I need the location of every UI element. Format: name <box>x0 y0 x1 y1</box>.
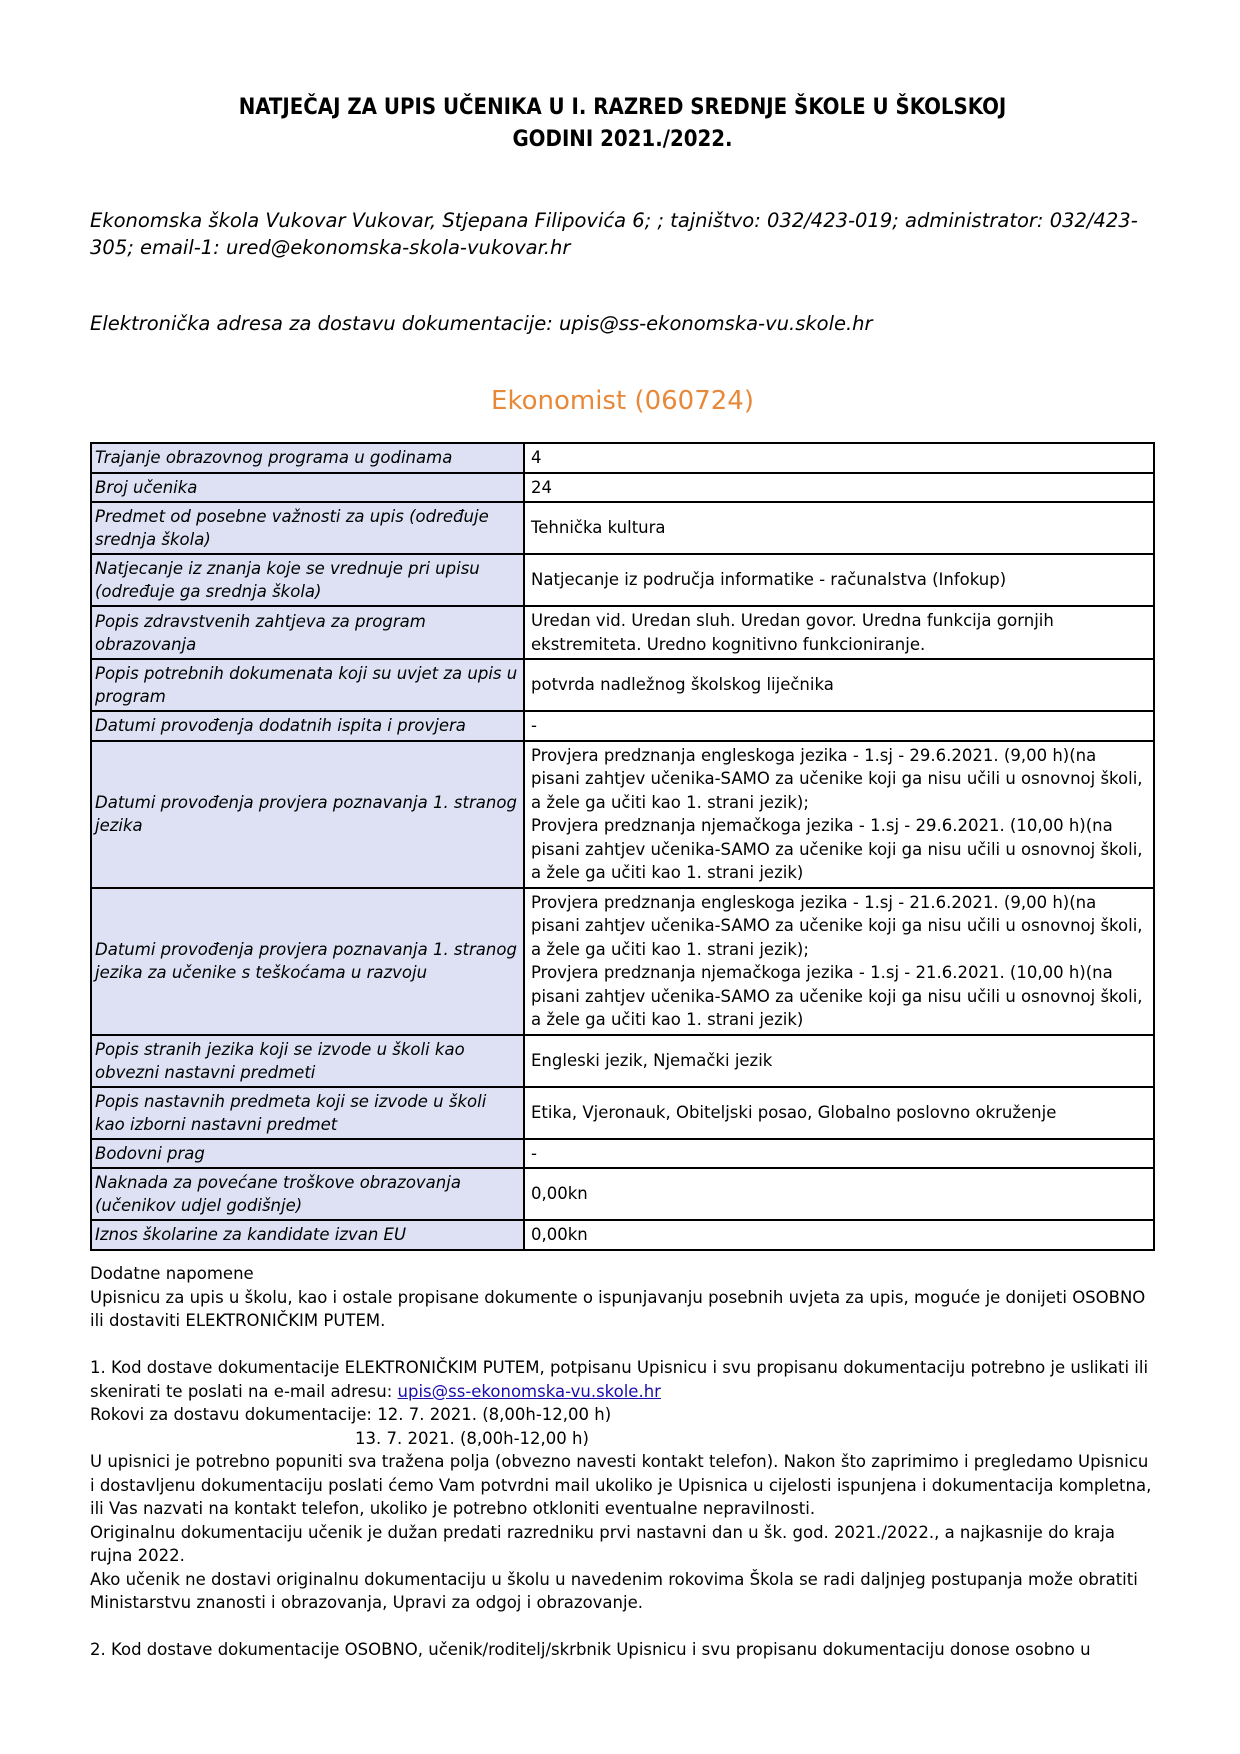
row-label: Predmet od posebne važnosti za upis (određuje srednja škola) <box>91 502 524 554</box>
row-value: potvrda nadležnog školskog liječnika <box>524 659 1154 711</box>
row-value: Provjera predznanja engleskoga jezika - 1.sj - 21.6.2021. (9,00 h)(na pisani zahtjev učenika-SAMO za učenike koji ga nisu učili u osnovnoj školi, a žele ga učiti kao 1. strani jezik); Provjera predznanja njemačkoga jezika - 1.sj - 21.6.2021. (10,00 h)(na pisani zahtjev učenika-SAMO za učenike koji ga nisu učili u osnovnoj školi, a žele ga učiti kao 1. strani jezik) <box>524 888 1154 1035</box>
row-value: 0,00kn <box>524 1168 1154 1220</box>
table-row <box>91 606 1154 659</box>
notes-ministry: Ako učenik ne dostavi originalnu dokumentaciju u školu u navedenim rokovima Škola se radi daljnjeg postupanja može obratiti Ministarstvu znanosti i obrazovanja, Upravi za odgoj i obrazovanje. <box>90 1569 1138 1612</box>
notes-original-docs: Originalnu dokumentaciju učenik je dužan predati razredniku prvi nastavni dan u šk. god. 2021./2022., a najkasnije do kraja rujna 2022. <box>90 1522 1116 1565</box>
notes-fill-instructions: U upisnici je potrebno popuniti sva tražena polja (obvezno navesti kontakt telefon). Nakon što zaprimimo i pregledamo Upisnicu i dostavljenu dokumentaciju poslati ćemo Vam potvrdni mail ukoliko je Upisnica u cijelosti ispunjena i dokumentacija kompletna, ili Vas nazvati na kontakt telefon, ukoliko je potrebno otkloniti eventualne nepravilnosti. <box>90 1452 1152 1518</box>
row-value: - <box>524 711 1154 741</box>
deadline-2: 13. 7. 2021. (8,00h-12,00 h) <box>355 1428 589 1448</box>
delivery-address: Elektronička adresa za dostavu dokumentacije: upis@ss-ekonomska-vu.skole.hr <box>90 312 873 335</box>
row-value: Etika, Vjeronauk, Obiteljski posao, Globalno poslovno okruženje <box>524 1087 1154 1139</box>
row-label: Iznos školarine za kandidate izvan EU <box>91 1220 524 1250</box>
row-label: Popis nastavnih predmeta koji se izvode u školi kao izborni nastavni predmet <box>91 1087 524 1139</box>
school-info: Ekonomska škola Vukovar Vukovar, Stjepana Filipovića 6; ; tajništvo: 032/423-019; administrator: 032/423-305; email-1: ured@ekonomska-skola-vukovar.hr <box>90 209 1138 259</box>
row-value: Natjecanje iz područja informatike - računalstva (Infokup) <box>524 554 1154 606</box>
table-row <box>91 1087 1154 1139</box>
page-title <box>90 92 1155 156</box>
row-label: Naknada za povećane troškove obrazovanja (učenikov udjel godišnje) <box>91 1168 524 1220</box>
table-row <box>91 502 1154 554</box>
row-value: Engleski jezik, Njemački jezik <box>524 1035 1154 1087</box>
row-value: 4 <box>524 443 1154 473</box>
table-row <box>91 888 1154 1035</box>
notes-heading: Dodatne napomene <box>90 1264 254 1283</box>
email-link[interactable]: upis@ss-ekonomska-vu.skole.hr <box>397 1381 661 1401</box>
table-row <box>91 1220 1154 1250</box>
row-label: Trajanje obrazovnog programa u godinama <box>91 443 524 473</box>
table-row <box>91 443 1154 473</box>
row-value: Uredan vid. Uredan sluh. Uredan govor. Uredna funkcija gornjih ekstremiteta. Uredno kognitivno funkcioniranje. <box>524 606 1154 659</box>
row-label: Popis stranih jezika koji se izvode u školi kao obvezni nastavni predmeti <box>91 1035 524 1087</box>
table-row <box>91 1168 1154 1220</box>
program-name: Ekonomist (060724) <box>491 386 754 416</box>
row-value: 0,00kn <box>524 1220 1154 1250</box>
title-line-2: GODINI 2021./2022. <box>512 127 733 152</box>
notes-intro: Upisnicu za upis u školu, kao i ostale propisane dokumente o ispunjavanju posebnih uvjeta za upis, moguće je donijeti OSOBNO ili dostaviti ELEKTRONIČKIM PUTEM. <box>90 1287 1146 1330</box>
program-info-table <box>90 442 1155 1251</box>
table-row <box>91 554 1154 606</box>
notes-point-2: 2. Kod dostave dokumentacije OSOBNO, učenik/roditelj/skrbnik Upisnicu i svu propisanu dokumentaciju donose osobno u <box>90 1640 1091 1659</box>
row-value: - <box>524 1139 1154 1169</box>
row-value: Tehnička kultura <box>524 502 1154 554</box>
deadline-1: Rokovi za dostavu dokumentacije: 12. 7. 2021. (8,00h-12,00 h) <box>90 1405 612 1424</box>
table-row <box>91 659 1154 711</box>
row-label: Datumi provođenja provjera poznavanja 1. stranog jezika za učenike s teškoćama u razvoju <box>91 888 524 1035</box>
table-row <box>91 711 1154 741</box>
title-line-1: NATJEČAJ ZA UPIS UČENIKA U I. RAZRED SREDNJE ŠKOLE U ŠKOLSKOJ <box>238 95 1007 120</box>
row-label: Popis potrebnih dokumenata koji su uvjet za upis u program <box>91 659 524 711</box>
row-label: Popis zdravstvenih zahtjeva za program obrazovanja <box>91 606 524 659</box>
table-row <box>91 473 1154 503</box>
row-label: Natjecanje iz znanja koje se vrednuje pri upisu (određuje ga srednja škola) <box>91 554 524 606</box>
row-value: Provjera predznanja engleskoga jezika - 1.sj - 29.6.2021. (9,00 h)(na pisani zahtjev učenika-SAMO za učenike koji ga nisu učili u osnovnoj školi, a žele ga učiti kao 1. strani jezik); Provjera predznanja njemačkoga jezika - 1.sj - 29.6.2021. (10,00 h)(na pisani zahtjev učenika-SAMO za učenike koji ga nisu učili u osnovnoj školi, a žele ga učiti kao 1. strani jezik) <box>524 741 1154 888</box>
row-label: Bodovni prag <box>91 1139 524 1169</box>
table-row <box>91 1139 1154 1169</box>
table-row <box>91 741 1154 888</box>
row-label: Datumi provođenja provjera poznavanja 1. stranog jezika <box>91 741 524 888</box>
row-value: 24 <box>524 473 1154 503</box>
additional-notes <box>90 1262 1155 1662</box>
table-row <box>91 1035 1154 1087</box>
row-label: Broj učenika <box>91 473 524 503</box>
row-label: Datumi provođenja dodatnih ispita i provjera <box>91 711 524 741</box>
point-1-text: 1. Kod dostave dokumentacije ELEKTRONIČKIM PUTEM, potpisanu Upisnicu i svu propisanu dokumentaciju potrebno je uslikati ili skenirati te poslati na e-mail adresu: <box>90 1358 1149 1401</box>
notes-point-1 <box>90 1356 1155 1403</box>
